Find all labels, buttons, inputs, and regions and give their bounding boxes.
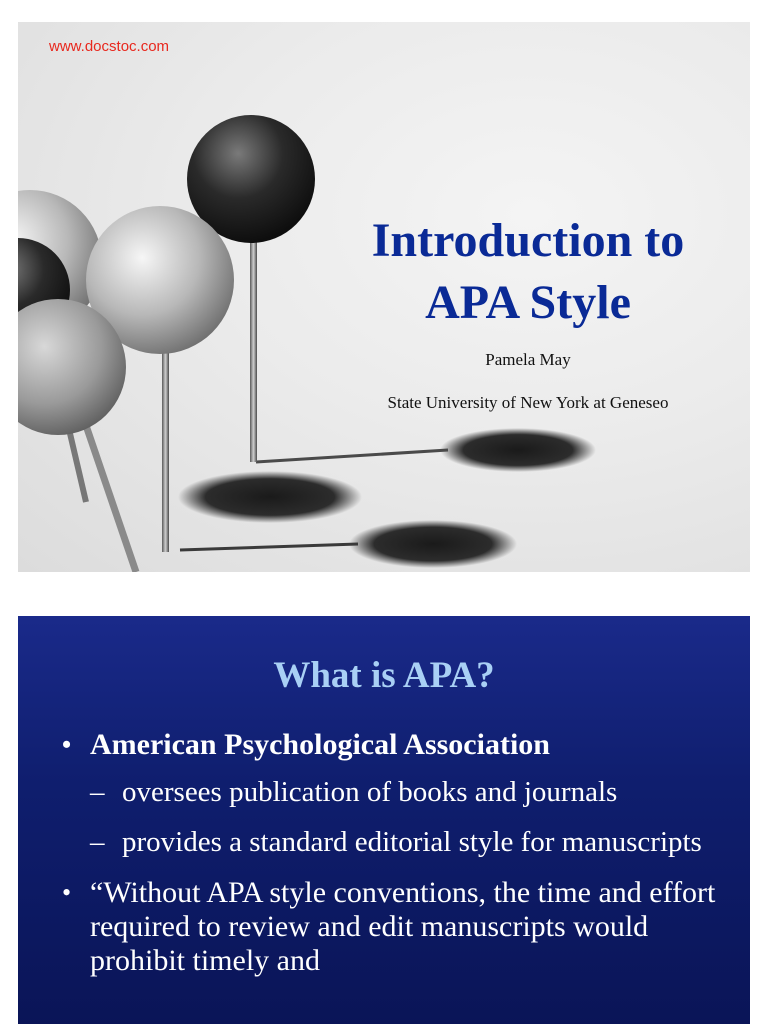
bullet-item (62, 876, 722, 978)
slide-title (308, 210, 748, 334)
content-slide (18, 616, 750, 1024)
slide-title-line-1: Introduction to (371, 214, 685, 267)
sub-bullet-item (62, 826, 722, 858)
title-slide (18, 22, 750, 572)
bullet-text: American Psychological Association (90, 728, 550, 761)
bullet-item (62, 728, 722, 762)
watermark-url: www.docstoc.com (49, 38, 170, 55)
bullet-list (62, 728, 722, 978)
slide-heading: What is APA? (273, 655, 495, 696)
bullet-dot-icon: • (62, 878, 72, 907)
author-name: Pamela May (485, 350, 571, 369)
sub-bullet-text: oversees publication of books and journals (122, 776, 618, 808)
sub-bullet-text: provides a standard editorial style for manuscripts (122, 826, 702, 858)
slide-title-line-2: APA Style (425, 276, 631, 329)
bullet-dot-icon: • (62, 730, 72, 759)
bullet-text: “Without APA style conventions, the time and effort required to review and edit manuscripts would prohibit timely and (90, 876, 716, 977)
dash-icon: – (90, 776, 105, 808)
author-affiliation: State University of New York at Geneseo (387, 393, 669, 412)
sub-bullet-item (62, 776, 722, 808)
dash-icon: – (90, 826, 105, 858)
